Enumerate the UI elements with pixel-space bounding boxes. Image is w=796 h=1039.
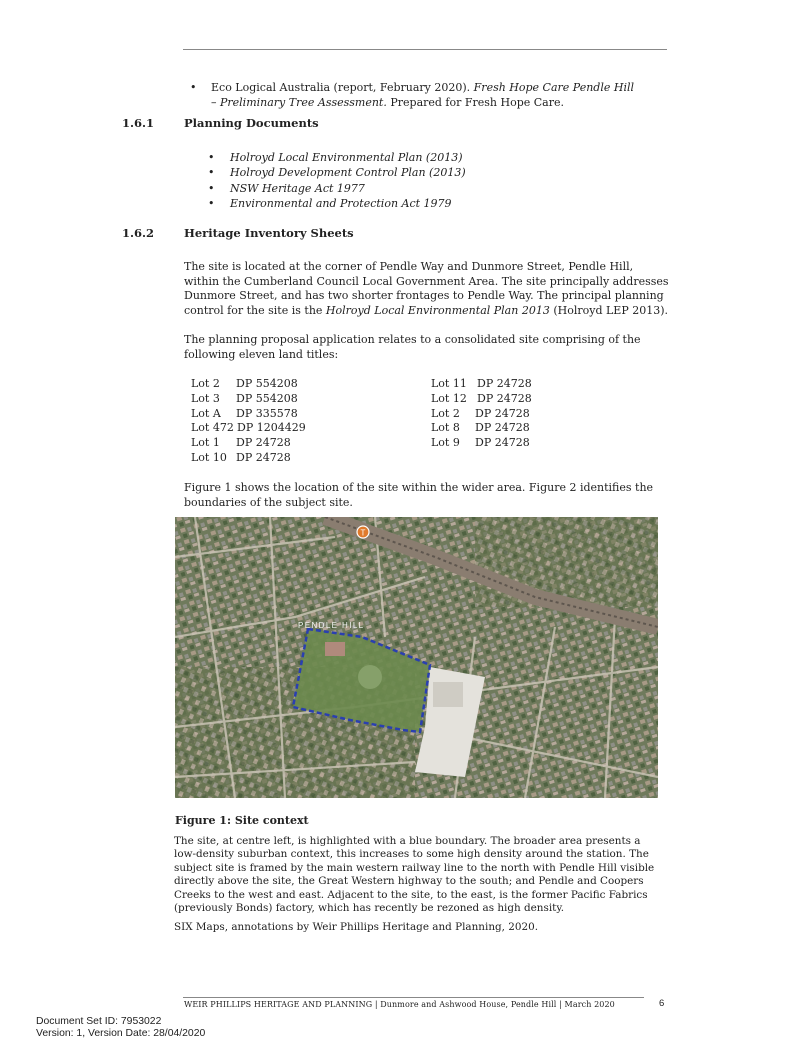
reference-plain-end: Prepared for Fresh Hope Care.: [386, 96, 565, 109]
reference-plain-start: Eco Logical Australia (report, February 2020).: [211, 81, 474, 94]
site-paragraph: The site is located at the corner of Pendle Way and Dunmore Street, Pendle Hill, within the Cumberland Council Local Government Area. The site principally addresses Dunmore Street, and has two shorter frontages to Pendle Way. The principal planning control for the site is the Holroyd Local Environmental Plan 2013 (Holroyd LEP 2013).: [184, 260, 669, 318]
station-marker-label: T: [360, 528, 366, 538]
list-item: • Environmental and Protection Act 1979: [208, 196, 452, 210]
figure-source: SIX Maps, annotations by Weir Phillips Heritage and Planning, 2020.: [174, 921, 539, 933]
lot-row: Lot A DP 335578: [191, 406, 298, 420]
lot-row: Lot 11 DP 24728: [431, 377, 532, 390]
figure-caption-title: Figure 1: Site context: [175, 814, 309, 827]
lot-row: Lot 12 DP 24728: [431, 391, 532, 405]
section-title: Heritage Inventory Sheets: [184, 226, 354, 240]
section-number: 1.6.1: [122, 116, 155, 130]
lot-row: Lot 8 DP 24728: [431, 421, 530, 435]
lot-row: Lot 472 DP 1204429: [191, 421, 306, 435]
planning-documents-list: [208, 150, 466, 211]
figure-caption-body: The site, at centre left, is highlighted with a blue boundary. The broader area presents a low-density suburban context, this increases to some high density around the station. The subject site is framed by the main western railway line to the north with Pendle Hill visible directly above the site, the Great Western highway to the south; and Pendle and Coopers Creeks to the west and east. Adjacent to the site, to the east, is the former Pacific Fabrics (previously Bonds) factory, which has recently be rezoned as high density.: [174, 835, 655, 915]
lot-row: Lot 2 DP 24728: [431, 406, 530, 420]
figure-intro-paragraph: Figure 1 shows the location of the site within the wider area. Figure 2 identifies the boundaries of the subject site.: [184, 481, 654, 509]
lot-row: Lot 2 DP 554208: [191, 377, 298, 390]
lot-row: Lot 10 DP 24728: [191, 450, 291, 464]
section-title: Planning Documents: [184, 116, 319, 130]
lot-row: Lot 3 DP 554208: [191, 391, 298, 405]
suburb-label: PENDLE HILL: [298, 621, 365, 630]
footer-text: WEIR PHILLIPS HERITAGE AND PLANNING | Dunmore and Ashwood House, Pendle Hill | March 2020: [184, 1000, 615, 1009]
aerial-site-map: [175, 517, 658, 798]
header-rule: [183, 49, 667, 50]
aerial-map-image: [175, 517, 658, 798]
list-item: • Holroyd Local Environmental Plan (2013): [208, 151, 463, 164]
list-item: • NSW Heritage Act 1977: [208, 181, 365, 195]
lot-row: Lot 1 DP 24728: [191, 436, 291, 450]
lots-right-column: [431, 377, 591, 451]
bullet-dot: •: [190, 81, 197, 94]
section-number: 1.6.2: [122, 226, 155, 240]
list-item: • Holroyd Development Control Plan (2013): [208, 166, 466, 180]
footer-rule: [183, 997, 644, 998]
document-set-id: Document Set ID: 7953022: [36, 1016, 162, 1027]
lot-row: Lot 9 DP 24728: [431, 436, 530, 450]
lots-left-column: [191, 377, 391, 466]
reference-bullet: [190, 80, 641, 110]
titles-paragraph: The planning proposal application relates to a consolidated site comprising of the following eleven land titles:: [184, 333, 641, 361]
reference-title: Fresh Hope Care Pendle Hill – Preliminary Tree Assessment.: [211, 81, 635, 109]
page-number: 6: [659, 998, 665, 1009]
version-info: Version: 1, Version Date: 28/04/2020: [36, 1028, 206, 1039]
